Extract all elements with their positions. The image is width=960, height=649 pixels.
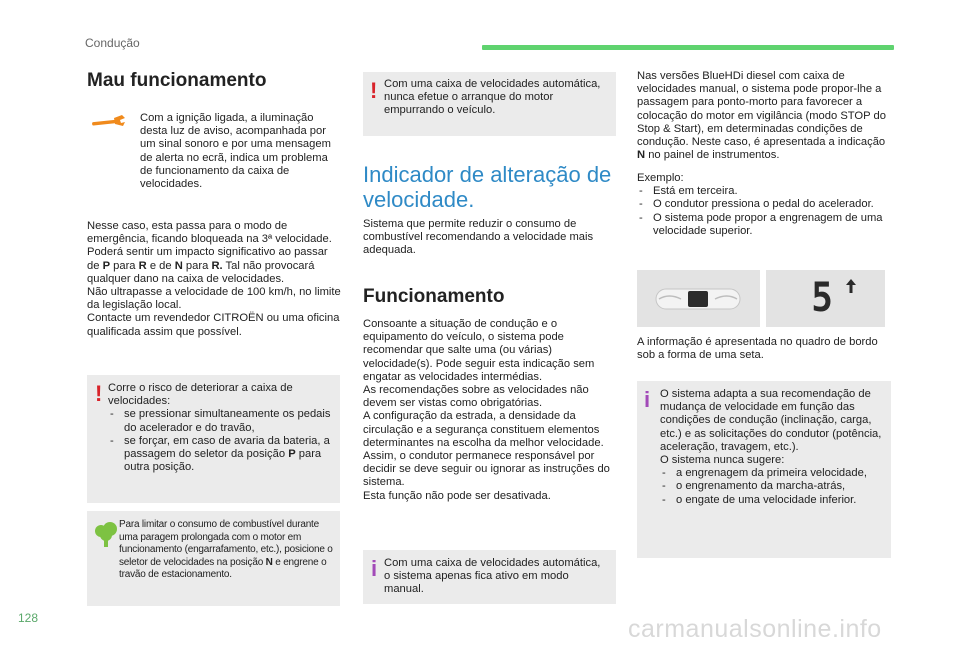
eco-tip-text: Para limitar o consumo de combustível durante uma paragem prolongada com o motor em funcionamento (engarrafamento, etc.), posicione o seletor de velocidades na posição N e engrene o travão de estacionamento.	[119, 519, 333, 580]
section-rule	[482, 45, 894, 50]
automatic-info-box	[363, 550, 616, 604]
push-start-warning-box	[363, 72, 616, 136]
contact-dealer-paragraph: Contacte um revendedor CITROËN ou uma oficina qualificada assim que possível.	[87, 312, 340, 338]
gear-indicator-title: Indicador de alteração de velocidade.	[363, 162, 612, 212]
warning-icon: !	[95, 381, 103, 406]
dashboard-icon	[655, 286, 741, 317]
bluehdi-paragraph: Nas versões BlueHDi diesel com caixa de velocidades manual, o sistema pode propor-lhe a passagem para ponto-morto para favorecer a colocação do motor em vigilância (modo STOP do Stop & Start), em determinadas condições de condução. Neste caso, é apresentada a indicação N no painel de instrumentos.	[637, 70, 886, 162]
automatic-info-text: Com uma caixa de velocidades automática, o sistema apenas fica ativo em modo manual.	[384, 557, 601, 596]
gear-digit: 5	[811, 275, 833, 321]
warning-icon: !	[370, 78, 378, 103]
info-icon: i	[644, 387, 651, 412]
wrench-warning-text: Com a ignição ligada, a iluminação desta luz de aviso, acompanhada por um sinal sonoro e por uma mensagem de alerta no ecrã, indica um problema de funcionamento da caixa de velocidades.	[140, 112, 331, 191]
list-item: - se forçar, em caso de avaria da bateria, a passagem do seletor da posição P para outra posição.	[108, 435, 336, 475]
push-start-warning-text: Com uma caixa de velocidades automática, nunca efetue o arranque do motor empurrando o veículo.	[384, 78, 601, 117]
list-item: - O sistema pode propor a engrenagem de uma velocidade superior.	[637, 212, 895, 238]
wrench-icon	[92, 114, 126, 128]
gearbox-warning-box	[87, 375, 340, 503]
gear-display-illustration	[766, 270, 885, 327]
operation-body: Consoante a situação de condução e o equipamento do veículo, o sistema pode recomendar que salte uma (ou várias) velocidade(s). Pode seguir esta indicação sem engatar as velocidades intermédias. As recomendações sobre as velocidades não devem ser vistas como obrigatórias. A configuração da estrada, a densidade da circulação e a segurança constituem elementos determinantes na escolha da melhor velocidade. Assim, o condutor permanece responsável por decidir se deve seguir ou ignorar as instruções do sistema. Esta função não pode ser desativada.	[363, 318, 610, 502]
watermark: carmanualsonline.info	[628, 615, 882, 643]
page-number: 128	[18, 611, 39, 625]
list-item: - o engate de uma velocidade inferior.	[660, 494, 888, 507]
adaptation-text: O sistema adapta a sua recomendação de mudança de velocidade em função das condições de condução (inclinação, carga, etc.) e as solicitações do condutor (potência, aceleração, travagem, etc.).	[660, 388, 882, 453]
list-item: - Está em terceira.	[637, 185, 895, 198]
arrow-info-paragraph: A informação é apresentada no quadro de bordo sob a forma de uma seta.	[637, 336, 878, 362]
emergency-mode-paragraph: Nesse caso, esta passa para o modo de emergência, ficando bloqueada na 3ª velocidade. Poderá sentir um impacto significativo ao passar de P para R e de N para R. Tal não provocará qualquer dano na caixa de velocidades.	[87, 220, 332, 285]
tree-icon	[93, 521, 119, 549]
eco-tip-box	[87, 511, 340, 606]
operation-title: Funcionamento	[363, 286, 505, 307]
never-suggests-label: O sistema nunca sugere:	[660, 454, 785, 467]
malfunction-title: Mau funcionamento	[87, 70, 267, 91]
example-label: Exemplo:	[637, 172, 684, 184]
list-item: - a engrenagem da primeira velocidade,	[660, 467, 888, 480]
list-item: - o engrenamento da marcha-atrás,	[660, 480, 888, 493]
speed-limit-paragraph: Não ultrapasse a velocidade de 100 km/h, no limite da legislação local.	[87, 286, 341, 312]
gear-indicator-intro: Sistema que permite reduzir o consumo de combustível recomendando a velocidade mais adequada.	[363, 218, 594, 257]
instrument-panel-illustration	[637, 270, 760, 327]
adaptation-info-box	[637, 381, 891, 558]
section-label: Condução	[85, 36, 140, 50]
arrow-up-icon	[845, 278, 857, 299]
list-item: - se pressionar simultaneamente os pedais do acelerador e do travão,	[108, 408, 336, 434]
gearbox-warning-intro: Corre o risco de deteriorar a caixa de velocidades:	[108, 382, 293, 408]
example-block	[637, 172, 895, 238]
list-item: - O condutor pressiona o pedal do acelerador.	[637, 198, 895, 211]
malfunction-body	[87, 220, 342, 339]
info-icon: i	[371, 556, 378, 581]
